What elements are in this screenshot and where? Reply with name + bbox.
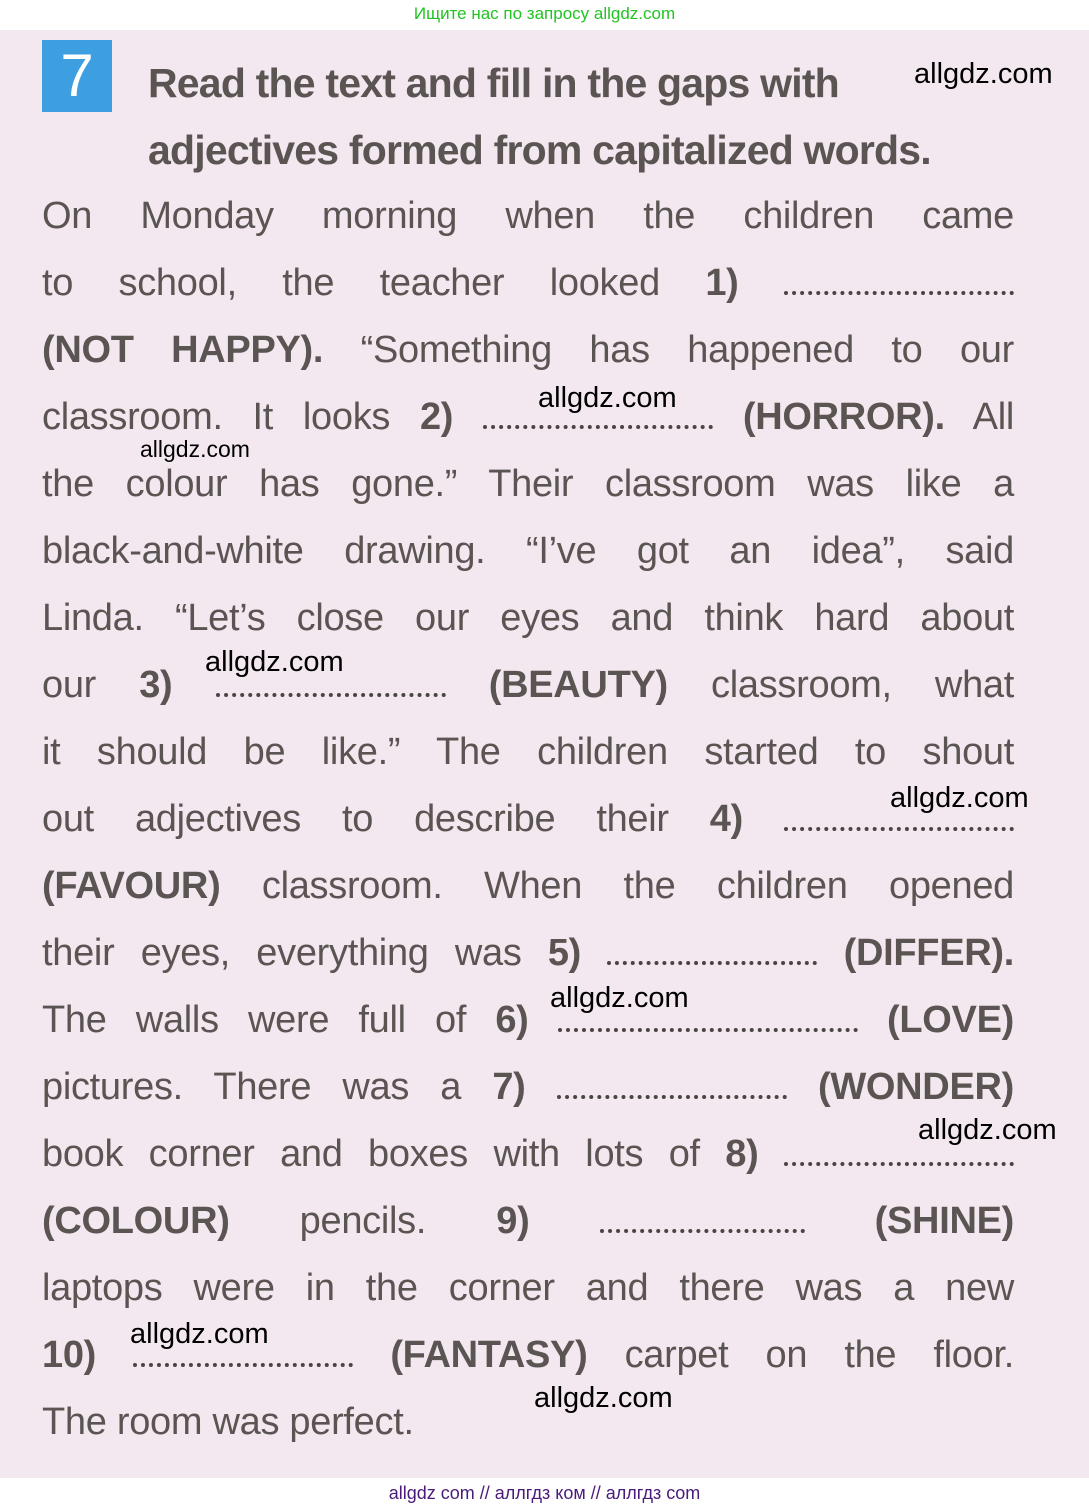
text: The room was perfect. [42,1401,414,1443]
text-line [42,456,1014,523]
text-line [42,590,1014,657]
exercise-instructions [148,50,931,184]
watermark: allgdz.com [140,436,250,462]
instruction-line: Read the text and fill in the gaps with [148,60,839,106]
text: classroom. When the children opened [220,865,1014,907]
text-line [42,322,1014,389]
text-line [42,724,1014,791]
text-line [42,1394,1014,1461]
text-line [42,255,1014,322]
bold-text: 7) [492,1066,526,1108]
bold-text: (HORROR). [742,396,945,438]
text-line [42,1059,1014,1126]
text: carpet on the floor. [587,1334,1014,1376]
watermark: allgdz.com [918,1114,1057,1146]
search-banner: Ищите нас по запросу allgdz.com [0,0,1089,30]
text-line [42,925,1014,992]
bold-text: 4) [709,798,743,840]
text-line [42,858,1014,925]
text: laptops were in the corner and there was a new [42,1267,1014,1309]
text-line [42,992,1014,1059]
bold-text: (COLOUR) [42,1200,230,1242]
watermark: allgdz.com [914,58,1053,90]
bold-text: 6) [495,999,529,1041]
bold-text: 2) [419,396,454,438]
bold-text: (FAVOUR) [42,865,221,907]
bold-text: (NOT HAPPY). [42,329,324,371]
answer-gap[interactable] [784,261,1014,295]
exercise-number: 7 [42,40,112,112]
text: Linda. “Let’s close our eyes and think hard about [42,597,1014,639]
text: pictures. There was a [42,1066,493,1108]
watermark: allgdz.com [534,1382,673,1414]
text: classroom, what [667,664,1015,706]
text-line [42,523,1014,590]
footer-watermark: allgdz com // аллгдз ком // аллгдз com [0,1478,1089,1509]
instruction-line: adjectives formed from capitalized words. [148,127,931,173]
text: pencils. [229,1200,497,1242]
bold-text: (BEAUTY) [488,664,668,706]
watermark: allgdz.com [130,1318,269,1350]
bold-text: (SHINE) [874,1200,1014,1242]
watermark: allgdz.com [550,982,689,1014]
text: On Monday morning when the children came [42,195,1014,237]
bold-text: 3) [139,664,173,706]
answer-gap[interactable] [600,1199,805,1233]
text: The walls were full of [42,999,496,1041]
text: it should be like.” The children started to shout [42,731,1014,773]
bold-text: (DIFFER). [843,932,1014,974]
answer-gap[interactable] [557,1065,787,1099]
watermark: allgdz.com [538,382,677,414]
bold-text: (LOVE) [887,999,1014,1041]
bold-text: 5) [547,932,582,974]
bold-text: 1) [705,262,739,304]
text: “Something has happened to our [323,329,1014,371]
text-line [42,657,1014,724]
text: black-and-white drawing. “I’ve got an idea”, said [42,530,1014,572]
text-line [42,188,1014,255]
text: All [944,396,1014,438]
answer-gap[interactable] [607,931,817,965]
text: our [42,664,140,706]
text: their eyes, everything was [42,932,548,974]
text-line [42,791,1014,858]
text: the colour has gone.” Their classroom was like a [42,463,1014,505]
text-line [42,1260,1014,1327]
bold-text: 10) [42,1334,97,1376]
bold-text: 9) [496,1200,530,1242]
bold-text: 8) [725,1133,759,1175]
text: book corner and boxes with lots of [42,1133,726,1175]
watermark: allgdz.com [205,646,344,678]
text-line [42,1193,1014,1260]
bold-text: (WONDER) [817,1066,1014,1108]
text: out adjectives to describe their [42,798,710,840]
exercise-text [42,188,1014,1461]
watermark: allgdz.com [890,782,1029,814]
text: to school, the teacher looked [42,262,706,304]
text-line [42,1126,1014,1193]
text: classroom. It looks [42,396,420,438]
bold-text: (FANTASY) [390,1334,588,1376]
